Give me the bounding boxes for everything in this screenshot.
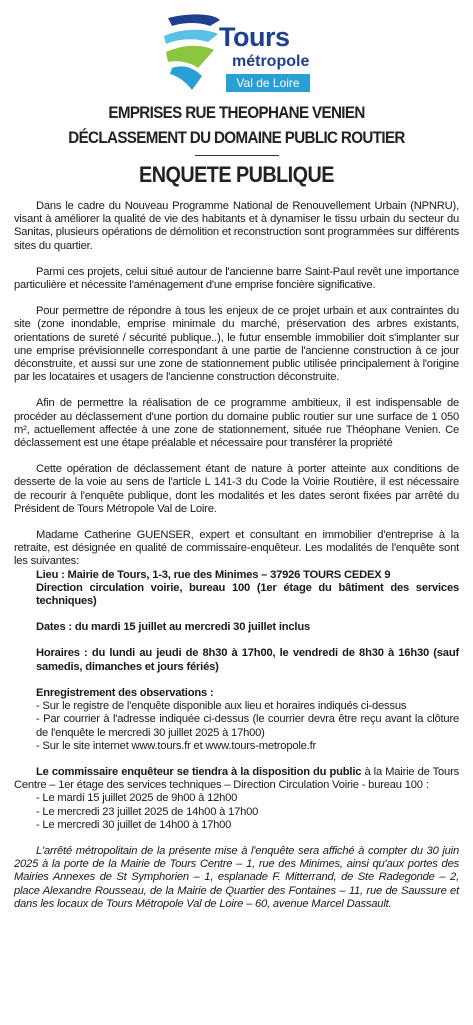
enquete-dates: Dates : du mardi 15 juillet au mercredi 30 juillet inclus	[36, 621, 310, 634]
permanence-item-1: - Le mardi 15 juillet 2025 de 9h00 à 12h00	[36, 792, 238, 805]
paragraph-commissaire: Madame Catherine GUENSER, expert et consultant en immobilier d'entreprise à la retraite, est désignée en qualité de commissaire-enquêteur. Les modalités de l'enquête sont les suivantes:	[14, 529, 459, 568]
tours-metropole-logo	[14, 10, 459, 102]
permanence-item-3: - Le mercredi 30 juillet de 14h00 à 17h00	[36, 818, 232, 831]
title-divider	[195, 155, 279, 156]
permanences-paragraph	[14, 766, 459, 792]
enquete-horaires: Horaires : du lundi au jeudi de 8h30 à 17h00, le vendredi de 8h30 à 16h30 (sauf samedis, dimanches et jours fériés)	[36, 647, 459, 673]
logo-swoosh-icon	[162, 10, 224, 94]
paragraph-saint-paul: Parmi ces projets, celui situé autour de l'ancienne barre Saint-Paul revêt une importance particulière et nécessite l'aménagement d'une emprise foncière significative.	[14, 265, 459, 292]
observations-item-courrier: - Par courrier à l'adresse indiquée ci-dessus (le courrier devra être reçu avant la clôture de l'enquête le mercredi 30 juillet 2025 à 17h00)	[36, 713, 459, 739]
observations-title: Enregistrement des observations :	[36, 686, 214, 699]
notice-page	[0, 10, 473, 1025]
notice-title-line-1: EMPRISES RUE THEOPHANE VENIEN	[108, 104, 365, 122]
enquete-direction: Direction circulation voirie, bureau 100 (1er étage du bâtiment des services techniques)	[36, 581, 459, 608]
logo-sub-text: métropole	[232, 53, 310, 70]
paragraph-enjeux: Pour permettre de répondre à tous les enjeux de ce projet urbain et aux contraintes du site (zone inondable, emprise minimale du marché, préservation des arbres existants, orientations de sureté / sécurité publique..), le futur ensemble immobilier doit s'implanter sur une emprise prévisionnelle correspondant à une partie de l'ancienne construction à ce jour déconstruite, et aussi sur une zone de stationnement public utilisée principalement à l'origine par les locataires et usagers de l'ancienne construction déconstruite.	[14, 305, 459, 384]
paragraph-operation: Cette opération de déclassement étant de nature à porter atteinte aux conditions de desserte de la voie au sens de l'article L 141-3 du Code la Voirie Routière, il est nécessaire de recourir à l'enquête publique, dont les modalités et les dates seront fixées par arrêté du Président de Tours Métropole Val de Loire.	[14, 463, 459, 515]
observations-item-internet: - Sur le site internet www.tours.fr et www.tours-metropole.fr	[36, 739, 317, 752]
notice-title-line-2: DÉCLASSEMENT DU DOMAINE PUBLIC ROUTIER	[68, 129, 405, 147]
logo-brand-text: Tours	[219, 22, 290, 52]
permanences-lead: Le commissaire enquêteur se tiendra à la disposition du public	[36, 765, 362, 778]
permanence-item-2: - Le mercredi 23 juillet 2025 de 14h00 à 17h00	[36, 805, 259, 818]
paragraph-npnru: Dans le cadre du Nouveau Programme National de Renouvellement Urbain (NPNRU), visant à améliorer la qualité de vie des habitants et à dynamiser le tissu urbain du secteur du Sanitas, plusieurs opérations de démolition et reconstruction sont programmées sur différents sites du quartier.	[14, 200, 459, 252]
permanences-location: à la Mairie de Tours Centre – 1er étage des services techniques – Direction Circulation Voirie - bureau 100 :	[14, 765, 460, 792]
logo-band-text: Val de Loire	[226, 74, 310, 92]
closing-paragraph: L'arrêté métropolitain de la présente mise à l'enquête sera affiché à compter du 30 juin 2025 à la porte de la Mairie de Tours Centre – 1, rue des Minimes, ainsi qu'aux portes des Mairies Annexes de St Symphorien – 1, esplanade F. Mitterrand, de Ste Radegonde – 2, place Alexandre Rousseau, de la Mairie de Quartier des Fontaines – 11, rue de Saussure et dans les locaux de Tours Métropole Val de Loire – 60, avenue Marcel Dassault.	[14, 844, 459, 910]
observations-item-registre: - Sur le registre de l'enquête disponible aux lieu et horaires indiqués ci-dessus	[36, 700, 407, 713]
paragraph-declassement: Afin de permettre la réalisation de ce programme ambitieux, il est indispensable de procéder au déclassement d'une portion du domaine public routier sur une surface de 1 050 m², actuellement affectée à une zone de stationnement, située rue Théophane Venien. Ce déclassement est une étape préalable et nécessaire pour transférer la propriété	[14, 397, 459, 450]
notice-heading: ENQUETE PUBLIQUE	[139, 162, 334, 187]
enquete-lieu: Lieu : Mairie de Tours, 1-3, rue des Minimes – 37926 TOURS CEDEX 9	[36, 568, 391, 581]
